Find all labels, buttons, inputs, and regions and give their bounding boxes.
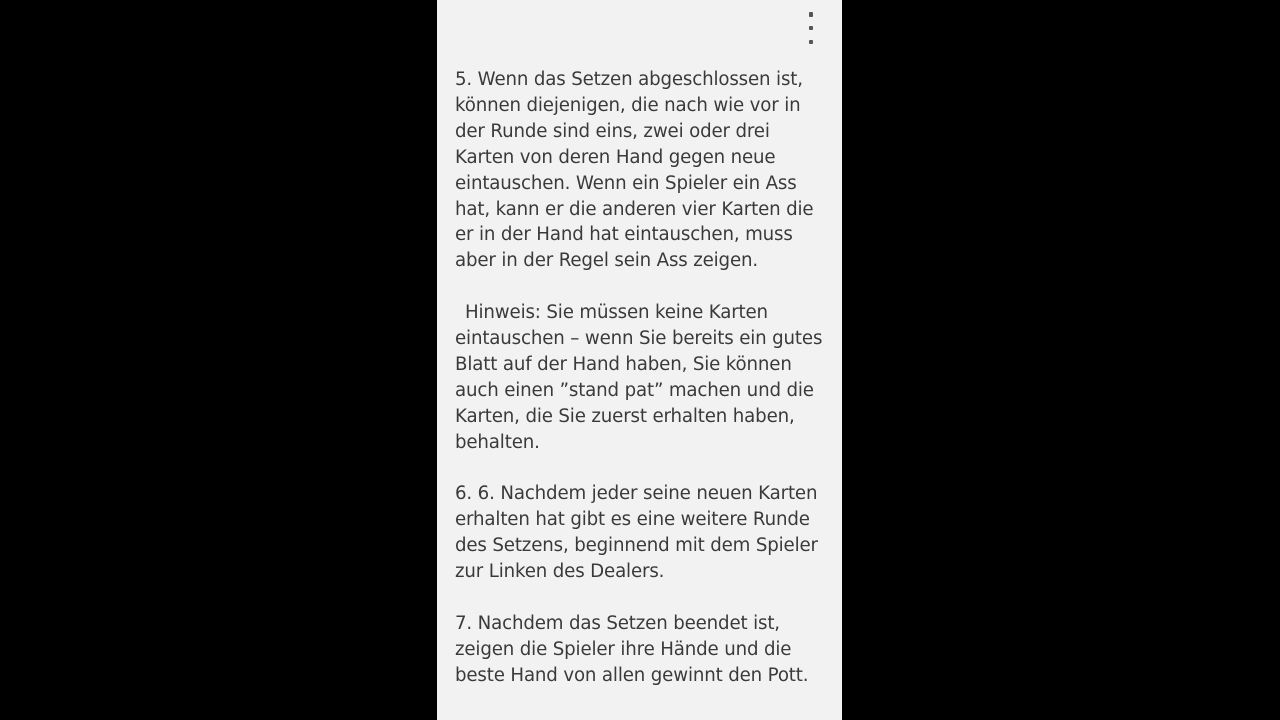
paragraph-step-5: 5. Wenn das Setzen abgeschlossen ist, können diejenigen, die nach wie vor in der Runde sind eins, zwei oder drei Karten von deren Hand gegen neue eintauschen. Wenn ein Spieler ein Ass hat, kann er die anderen vier Karten die er in der Hand hat eintauschen, muss aber in der Regel sein Ass zeigen. [455, 69, 814, 272]
app-screen [437, 0, 842, 720]
menu-dot [809, 40, 814, 45]
menu-dot [809, 26, 814, 31]
rules-text [455, 67, 830, 715]
paragraph-step-6: 6. 6. Nachdem jeder seine neuen Karten erhalten hat gibt es eine weitere Runde des Setzens, beginnend mit dem Spieler zur Linken des Dealers. [455, 483, 818, 583]
paragraph-step-7: 7. Nachdem das Setzen beendet ist, zeigen die Spieler ihre Hände und die beste Hand von allen gewinnt den Pott. [455, 612, 809, 686]
more-vert-icon[interactable] [801, 12, 821, 44]
paragraph-hint: Hinweis: Sie müssen keine Karten eintauschen – wenn Sie bereits ein gutes Blatt auf der Hand haben, Sie können auch einen ”stand pat” machen und die Karten, die Sie zuerst erhalten haben, behalten. [455, 302, 823, 453]
menu-dot [809, 12, 814, 17]
